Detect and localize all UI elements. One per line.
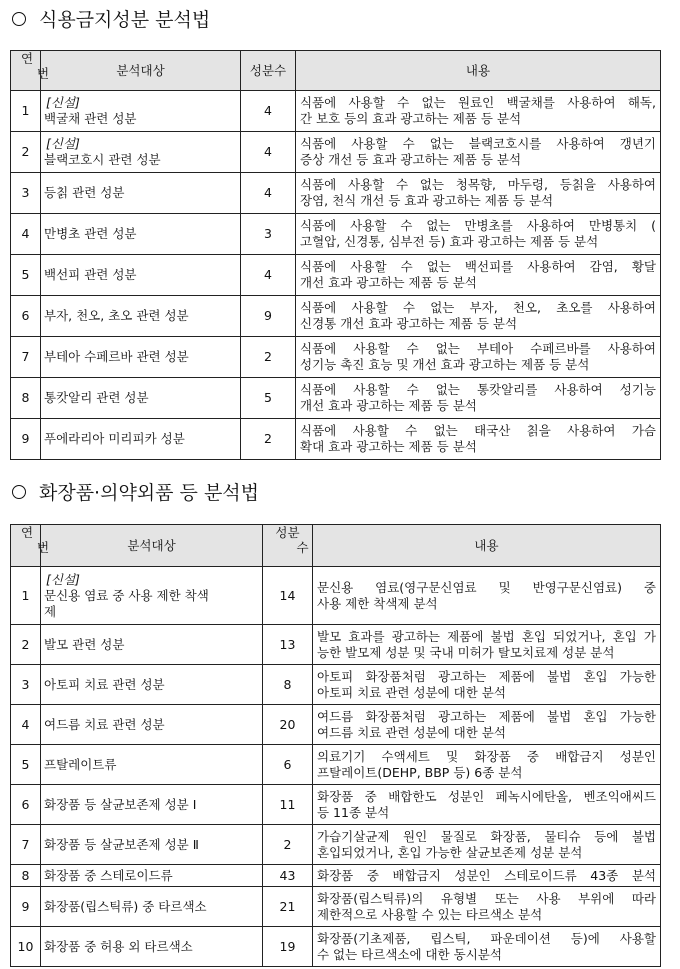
ingredient-count: 19 [263, 927, 313, 967]
content-line: 가습기살균제 원인 물질로 화장품, 물티슈 등에 불법 [317, 828, 656, 844]
target-name: 등칡 관련 성분 [44, 185, 125, 200]
content-line: 화장품(립스틱류)의 유형별 또는 사용 부위에 따라 [317, 890, 656, 906]
content-line: 식품에 사용할 수 없는 블랙코호시를 사용하여 갱년기 [300, 136, 656, 151]
analysis-target [41, 419, 241, 460]
table-row [11, 825, 661, 865]
ingredient-count: 21 [263, 887, 313, 927]
row-number: 4 [11, 214, 41, 255]
circle-bullet-icon [12, 12, 26, 26]
analysis-target [41, 665, 263, 705]
content-line: 사용 제한 착색제 분석 [317, 595, 438, 611]
content-line: 확대 효과 광고하는 제품 등 분석 [300, 439, 477, 454]
header-number: 연 번 [11, 51, 41, 91]
table-row [11, 296, 661, 337]
content-description [296, 296, 661, 337]
content-line: 식품에 사용할 수 없는 백선피를 사용하여 감염, 황달 [300, 259, 656, 274]
analysis-target [41, 927, 263, 967]
ingredient-count: 11 [263, 785, 313, 825]
row-number: 5 [11, 255, 41, 296]
analysis-target [41, 173, 241, 214]
table-row [11, 567, 661, 625]
target-name: 푸에라리아 미리피카 성분 [44, 431, 185, 446]
analysis-target [41, 865, 263, 887]
content-description [296, 132, 661, 173]
row-number: 2 [11, 132, 41, 173]
content-line: 발모 효과를 광고하는 제품에 불법 혼입 되었거나, 혼입 가 [317, 628, 656, 644]
target-name: 블랙코호시 관련 성분 [44, 152, 161, 167]
content-line: 간 보호 등의 효과 광고하는 제품 등 분석 [300, 111, 522, 126]
row-number: 2 [11, 625, 41, 665]
header-count: 성분수 [241, 51, 296, 91]
table-row [11, 625, 661, 665]
analysis-target [41, 296, 241, 337]
table-row [11, 255, 661, 296]
content-description [296, 255, 661, 296]
content-description [313, 567, 661, 625]
ingredient-count: 3 [241, 214, 296, 255]
target-name: 프탈레이트류 [44, 756, 117, 772]
content-description [296, 173, 661, 214]
ingredient-count: 43 [263, 865, 313, 887]
table-row [11, 378, 661, 419]
content-description [313, 887, 661, 927]
content-description [313, 745, 661, 785]
content-description [296, 214, 661, 255]
ingredient-count: 2 [241, 337, 296, 378]
row-number: 3 [11, 173, 41, 214]
new-tag: [신설] [46, 571, 80, 587]
analysis-target [41, 567, 263, 625]
ingredient-count: 4 [241, 173, 296, 214]
row-number: 9 [11, 419, 41, 460]
analysis-target [41, 378, 241, 419]
content-line: 신경통 개선 효과 광고하는 제품 등 분석 [300, 316, 518, 331]
content-line: 의료기기 수액세트 및 화장품 중 배합금지 성분인 [317, 748, 656, 764]
analysis-target [41, 337, 241, 378]
row-number: 4 [11, 705, 41, 745]
content-line: 증상 개선 등 효과 광고하는 제품 등 분석 [300, 152, 522, 167]
target-name: 화장품 등 살균보존제 성분 Ⅱ [44, 836, 199, 852]
table-row [11, 91, 661, 132]
content-description [313, 865, 661, 887]
ingredient-count: 8 [263, 665, 313, 705]
content-line: 성기능 촉진 효능 및 개선 효과 광고하는 제품 등 분석 [300, 357, 590, 372]
ingredient-count: 4 [241, 132, 296, 173]
row-number: 3 [11, 665, 41, 705]
content-line: 화장품 중 배합한도 성분인 페녹시에탄올, 벤조익애씨드 [317, 788, 656, 804]
ingredient-count: 6 [263, 745, 313, 785]
row-number: 8 [11, 865, 41, 887]
target-name: 부테아 수페르바 관련 성분 [44, 349, 189, 364]
content-description [313, 825, 661, 865]
target-name-cont: 제 [44, 603, 57, 619]
row-number: 1 [11, 91, 41, 132]
content-line: 화장품 중 배합금지 성분인 스테로이드류 43종 분석 [317, 867, 656, 883]
target-name: 백선피 관련 성분 [44, 267, 137, 282]
ingredient-count: 4 [241, 255, 296, 296]
content-line: 식품에 사용할 수 없는 원료인 백굴채를 사용하여 해독, [300, 95, 656, 110]
target-name: 통캇알리 관련 성분 [44, 390, 149, 405]
analysis-target [41, 785, 263, 825]
table-row [11, 337, 661, 378]
content-description [313, 705, 661, 745]
content-description [296, 378, 661, 419]
content-line: 식품에 사용할 수 없는 부테아 수페르바를 사용하여 [300, 341, 656, 356]
target-name: 여드름 치료 관련 성분 [44, 716, 165, 732]
content-line: 아토피 화장품처럼 광고하는 제품에 불법 혼입 가능한 [317, 668, 656, 684]
section2-title: 화장품·의약외품 등 분석법 [12, 482, 259, 504]
table-row [11, 665, 661, 705]
analysis-target [41, 887, 263, 927]
header-target: 분석대상 [41, 525, 263, 567]
content-line: 식품에 사용할 수 없는 통캇알리를 사용하여 성기능 [300, 382, 656, 397]
target-name: 만병초 관련 성분 [44, 226, 137, 241]
header-target: 분석대상 [41, 51, 241, 91]
target-name: 아토피 치료 관련 성분 [44, 676, 165, 692]
food-banned-ingredients-table [10, 50, 661, 460]
target-name: 부자, 천오, 초오 관련 성분 [44, 308, 189, 323]
row-number: 1 [11, 567, 41, 625]
table-row [11, 132, 661, 173]
ingredient-count: 13 [263, 625, 313, 665]
content-line: 장염, 천식 개선 등 효과 광고하는 제품 등 분석 [300, 193, 554, 208]
row-number: 6 [11, 785, 41, 825]
header-content: 내용 [296, 51, 661, 91]
ingredient-count: 4 [241, 91, 296, 132]
row-number: 8 [11, 378, 41, 419]
content-line: 식품에 사용할 수 없는 태국산 칡을 사용하여 가슴 [300, 423, 656, 438]
analysis-target [41, 214, 241, 255]
content-line: 제한적으로 사용할 수 있는 타르색소 분석 [317, 906, 543, 922]
ingredient-count: 5 [241, 378, 296, 419]
table-row [11, 785, 661, 825]
content-line: 문신용 염료(영구문신염료 및 반영구문신염료) 중 [317, 579, 656, 595]
content-description [313, 785, 661, 825]
content-line: 식품에 사용할 수 없는 만병초를 사용하여 만병통치 ( [300, 218, 656, 233]
analysis-target [41, 625, 263, 665]
new-tag: [신설] [46, 136, 80, 151]
ingredient-count: 2 [263, 825, 313, 865]
header-count: 성분 수 [263, 525, 313, 567]
analysis-target [41, 91, 241, 132]
content-description [296, 419, 661, 460]
row-number: 7 [11, 337, 41, 378]
table-row [11, 927, 661, 967]
content-line: 화장품(기초제품, 립스틱, 파운데이션 등)에 사용할 [317, 930, 656, 946]
table-row [11, 214, 661, 255]
content-line: 수 없는 타르색소에 대한 동시분석 [317, 946, 502, 962]
table-row [11, 887, 661, 927]
content-description [313, 927, 661, 967]
ingredient-count: 20 [263, 705, 313, 745]
header-number: 연 번 [11, 525, 41, 567]
content-line: 여드름 화장품처럼 광고하는 제품에 불법 혼입 가능한 [317, 708, 656, 724]
content-line: 개선 효과 광고하는 제품 등 분석 [300, 275, 477, 290]
content-description [296, 91, 661, 132]
circle-bullet-icon [12, 485, 26, 499]
section1-title: 식용금지성분 분석법 [12, 9, 210, 31]
ingredient-count: 2 [241, 419, 296, 460]
content-line: 등 11종 분석 [317, 804, 390, 820]
table-row [11, 865, 661, 887]
table-row [11, 419, 661, 460]
new-tag: [신설] [46, 95, 80, 110]
ingredient-count: 9 [241, 296, 296, 337]
row-number: 5 [11, 745, 41, 785]
content-line: 식품에 사용할 수 없는 부자, 천오, 초오를 사용하여 [300, 300, 656, 315]
content-description [313, 625, 661, 665]
target-name: 발모 관련 성분 [44, 636, 125, 652]
content-line: 식품에 사용할 수 없는 청목향, 마두령, 등칡을 사용하여 [300, 177, 656, 192]
content-line: 혼입되었거나, 혼입 가능한 살균보존제 성분 분석 [317, 844, 583, 860]
analysis-target [41, 745, 263, 785]
table-row [11, 173, 661, 214]
row-number: 7 [11, 825, 41, 865]
analysis-target [41, 825, 263, 865]
target-name: 화장품 중 허용 외 타르색소 [44, 938, 193, 954]
analysis-target [41, 132, 241, 173]
row-number: 9 [11, 887, 41, 927]
content-line: 프탈레이트(DEHP, BBP 등) 6종 분석 [317, 764, 523, 780]
target-name: 백굴채 관련 성분 [44, 111, 137, 126]
table-row [11, 705, 661, 745]
content-line: 여드름 치료 관련 성분에 대한 분석 [317, 724, 506, 740]
ingredient-count: 14 [263, 567, 313, 625]
cosmetics-analysis-table [10, 524, 661, 967]
row-number: 10 [11, 927, 41, 967]
content-line: 고혈압, 신경통, 심부전 등) 효과 광고하는 제품 등 분석 [300, 234, 599, 249]
analysis-target [41, 705, 263, 745]
content-line: 아토피 치료 관련 성분에 대한 분석 [317, 684, 506, 700]
target-name: 화장품 중 스테로이드류 [44, 867, 173, 883]
header-content: 내용 [313, 525, 661, 567]
content-description [296, 337, 661, 378]
table-row [11, 745, 661, 785]
content-description [313, 665, 661, 705]
content-line: 개선 효과 광고하는 제품 등 분석 [300, 398, 477, 413]
target-name: 문신용 염료 중 사용 제한 착색 [44, 587, 209, 603]
target-name: 화장품 등 살균보존제 성분 Ⅰ [44, 796, 197, 812]
target-name: 화장품(립스틱류) 중 타르색소 [44, 898, 207, 914]
analysis-target [41, 255, 241, 296]
row-number: 6 [11, 296, 41, 337]
content-line: 능한 발모제 성분 및 국내 미허가 탈모치료제 성분 분석 [317, 644, 615, 660]
